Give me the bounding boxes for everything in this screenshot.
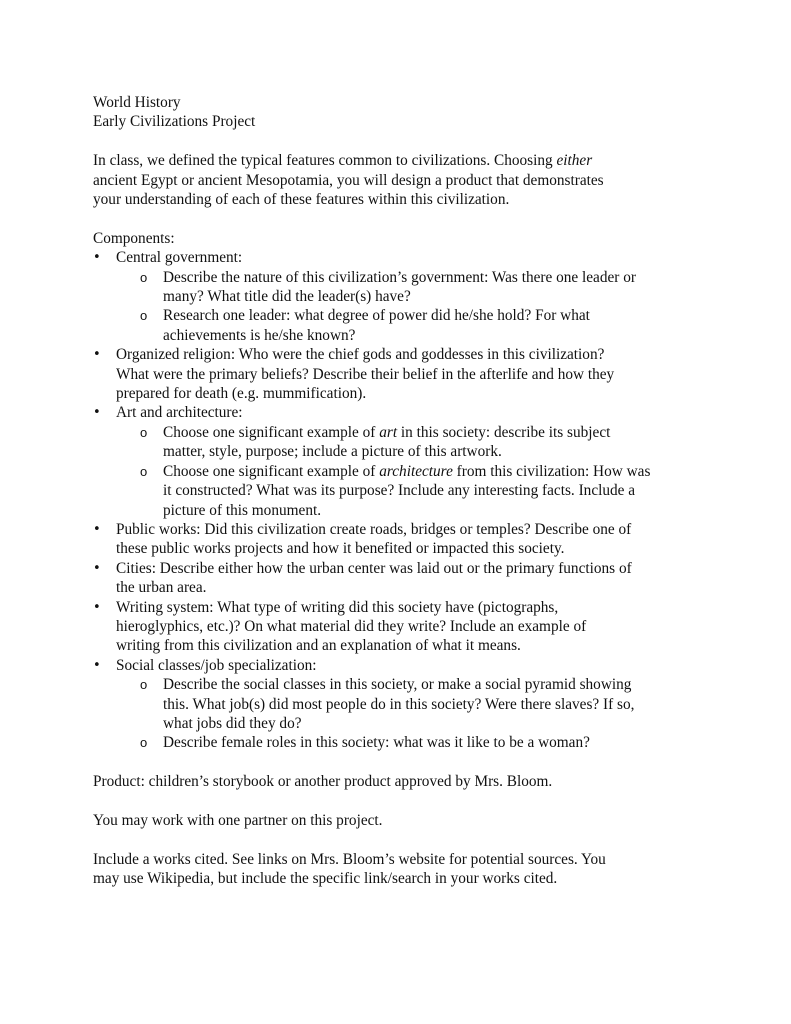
sub-item	[116, 268, 703, 307]
intro-line-2: ancient Egypt or ancient Mesopotamia, you will design a product that demonstrates	[93, 171, 604, 189]
sub-item-line: many? What title did the leader(s) have?	[163, 288, 411, 306]
spacer	[93, 792, 703, 811]
component-line: these public works projects and how it benefited or impacted this society.	[116, 540, 565, 558]
sub-item-line: it constructed? What was its purpose? Include any interesting facts. Include a	[163, 482, 636, 500]
component-line: Public works: Did this civilization create roads, bridges or temples? Describe one of	[116, 520, 632, 538]
sub-item-line: this. What job(s) did most people do in this society? Were there slaves? If so,	[163, 695, 635, 713]
sub-list	[116, 268, 703, 346]
sub-item-line	[163, 462, 703, 481]
intro-line-1-text: In class, we defined the typical features common to civilizations. Choosing	[93, 152, 557, 170]
component-public-works	[93, 520, 703, 559]
component-title: Art and architecture:	[116, 404, 243, 422]
sub-item-line: Research one leader: what degree of power did he/she hold? For what	[163, 307, 590, 325]
project-title: Early Civilizations Project	[93, 113, 256, 131]
sub-item-text: from this civilization: How was	[452, 462, 651, 480]
bullet-icon: •	[93, 250, 101, 266]
sub-bullet-icon: o	[140, 735, 148, 751]
sub-item-line: picture of this monument.	[163, 501, 322, 519]
product-statement: Product: children’s storybook or another product approved by Mrs. Bloom.	[93, 773, 553, 791]
sub-item	[116, 675, 703, 733]
spacer	[93, 132, 703, 151]
sub-item-text: Choose one significant example of	[163, 462, 380, 480]
sub-item-line: Describe the nature of this civilization’s government: Was there one leader or	[163, 268, 636, 286]
sub-item-line: Describe female roles in this society: what was it like to be a woman?	[163, 734, 590, 752]
sub-item-line: matter, style, purpose; include a picture of this artwork.	[163, 443, 502, 461]
bullet-icon: •	[93, 347, 101, 363]
intro-paragraph	[93, 151, 703, 209]
works-cited-line-2: may use Wikipedia, but include the specific link/search in your works cited.	[93, 870, 558, 888]
spacer	[93, 753, 703, 772]
component-social-classes	[93, 656, 703, 753]
sub-bullet-icon: o	[140, 424, 148, 440]
sub-bullet-icon: o	[140, 308, 148, 324]
bullet-icon: •	[93, 599, 101, 615]
intro-line-3: your understanding of each of these features within this civilization.	[93, 191, 510, 209]
bullet-icon: •	[93, 521, 101, 537]
sub-item	[116, 733, 703, 752]
sub-list	[116, 423, 703, 520]
sub-item-line: achievements is he/she known?	[163, 326, 356, 344]
sub-item-text: in this society: describe its subject	[397, 423, 611, 441]
component-title: Central government:	[116, 249, 243, 267]
course-name: World History	[93, 94, 181, 111]
component-art-architecture	[93, 403, 703, 519]
component-central-government	[93, 248, 703, 345]
component-line: prepared for death (e.g. mummification).	[116, 385, 367, 403]
component-line: hieroglyphics, etc.)? On what material did they write? Include an example of	[116, 617, 587, 635]
component-writing-system	[93, 598, 703, 656]
sub-item-emphasis: art	[379, 423, 398, 441]
component-religion	[93, 345, 703, 403]
spacer	[93, 830, 703, 849]
sub-item	[116, 306, 703, 345]
sub-bullet-icon: o	[140, 463, 148, 479]
spacer	[93, 209, 703, 228]
sub-item	[116, 462, 703, 520]
bullet-icon: •	[93, 560, 101, 576]
component-line: writing from this civilization and an explanation of what it means.	[116, 637, 521, 655]
bullet-icon: •	[93, 657, 101, 673]
sub-item-text: Choose one significant example of	[163, 423, 380, 441]
components-list	[93, 248, 703, 753]
sub-item-line: what jobs did they do?	[163, 714, 302, 732]
works-cited-line-1: Include a works cited. See links on Mrs. Bloom’s website for potential sources. You	[93, 850, 606, 868]
works-cited-paragraph	[93, 850, 703, 889]
bullet-icon: •	[93, 405, 101, 421]
component-line: Organized religion: Who were the chief gods and goddesses in this civilization?	[116, 346, 605, 364]
document-page	[93, 93, 703, 889]
sub-bullet-icon: o	[140, 269, 148, 285]
partner-statement: You may work with one partner on this project.	[93, 811, 383, 829]
intro-emphasis: either	[556, 152, 593, 170]
component-line: Writing system: What type of writing did this society have (pictographs,	[116, 598, 559, 616]
sub-item	[116, 423, 703, 462]
sub-item-emphasis: architecture	[379, 462, 453, 480]
intro-line-1	[93, 151, 703, 170]
component-line: Cities: Describe either how the urban center was laid out or the primary functions of	[116, 559, 632, 577]
component-title: Social classes/job specialization:	[116, 656, 317, 674]
sub-list	[116, 675, 703, 753]
component-line: the urban area.	[116, 579, 207, 597]
sub-bullet-icon: o	[140, 677, 148, 693]
components-heading: Components:	[93, 229, 175, 247]
sub-item-line: Describe the social classes in this society, or make a social pyramid showing	[163, 676, 632, 694]
sub-item-line	[163, 423, 703, 442]
component-line: What were the primary beliefs? Describe their belief in the afterlife and how they	[116, 365, 615, 383]
component-cities	[93, 559, 703, 598]
